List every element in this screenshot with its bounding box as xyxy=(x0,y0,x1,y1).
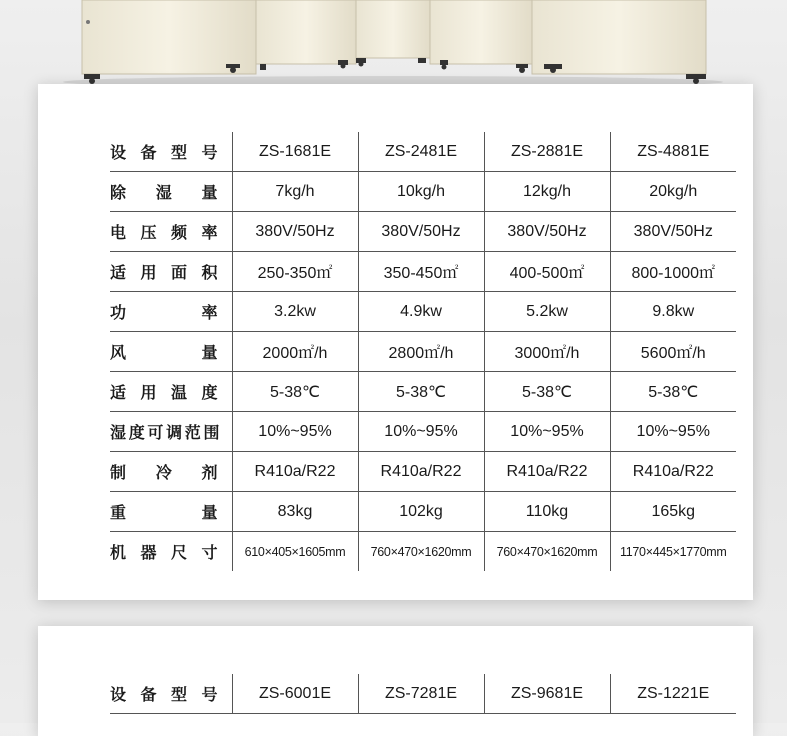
table-cell: 2800㎡/h xyxy=(358,332,484,372)
row-label-temperature: 适用温度 xyxy=(110,372,232,412)
table-cell: 4.9kw xyxy=(358,292,484,332)
spec-card-1 xyxy=(38,84,753,600)
table-cell: 800-1000㎡ xyxy=(610,252,736,292)
row-label-airflow: 风量 xyxy=(110,332,232,372)
table-cell: 20kg/h xyxy=(610,172,736,212)
table-row xyxy=(110,452,736,492)
row-label-weight: 重量 xyxy=(110,492,232,532)
table-cell: 400-500㎡ xyxy=(484,252,610,292)
table-cell: 110kg xyxy=(484,492,610,532)
row-label-humidity-range: 湿度可调范围 xyxy=(110,412,232,452)
table-row xyxy=(110,674,736,714)
table-row xyxy=(110,212,736,252)
table-cell: 350-450㎡ xyxy=(358,252,484,292)
table-cell: 5600㎡/h xyxy=(610,332,736,372)
table-cell: 10%~95% xyxy=(484,412,610,452)
table-cell: 380V/50Hz xyxy=(358,212,484,252)
table-cell: 10%~95% xyxy=(232,412,358,452)
table-row xyxy=(110,492,736,532)
table-cell: 3000㎡/h xyxy=(484,332,610,372)
row-label-power: 功率 xyxy=(110,292,232,332)
table-cell: 12kg/h xyxy=(484,172,610,212)
spec-card-2 xyxy=(38,626,753,736)
table-cell: 10%~95% xyxy=(610,412,736,452)
product-image xyxy=(0,0,787,90)
table-cell: 7kg/h xyxy=(232,172,358,212)
table-cell: ZS-9681E xyxy=(484,674,610,714)
table-cell: 9.8kw xyxy=(610,292,736,332)
table-cell: 165kg xyxy=(610,492,736,532)
table-cell: 380V/50Hz xyxy=(610,212,736,252)
spec-table-1 xyxy=(110,132,736,571)
table-row xyxy=(110,332,736,372)
table-cell: ZS-6001E xyxy=(232,674,358,714)
table-cell: 380V/50Hz xyxy=(484,212,610,252)
table-cell: ZS-1681E xyxy=(232,132,358,172)
table-cell: 10%~95% xyxy=(358,412,484,452)
table-cell: 760×470×1620mm xyxy=(484,532,610,572)
row-label-refrigerant: 制冷剂 xyxy=(110,452,232,492)
table-cell: ZS-2481E xyxy=(358,132,484,172)
table-cell: 250-350㎡ xyxy=(232,252,358,292)
table-cell: 760×470×1620mm xyxy=(358,532,484,572)
table-row xyxy=(110,532,736,572)
row-label-voltage: 电压频率 xyxy=(110,212,232,252)
table-cell: 610×405×1605mm xyxy=(232,532,358,572)
table-cell: 1170×445×1770mm xyxy=(610,532,736,572)
row-label-model: 设备型号 xyxy=(110,674,232,714)
table-cell: R410a/R22 xyxy=(358,452,484,492)
row-label-area: 适用面积 xyxy=(110,252,232,292)
table-cell: ZS-1221E xyxy=(610,674,736,714)
table-row xyxy=(110,372,736,412)
table-row xyxy=(110,172,736,212)
table-row xyxy=(110,132,736,172)
table-cell: 5-38℃ xyxy=(484,372,610,412)
table-cell: R410a/R22 xyxy=(484,452,610,492)
table-cell: 102kg xyxy=(358,492,484,532)
table-cell: 2000㎡/h xyxy=(232,332,358,372)
table-cell: R410a/R22 xyxy=(610,452,736,492)
table-cell: ZS-2881E xyxy=(484,132,610,172)
table-cell: 3.2kw xyxy=(232,292,358,332)
row-label-model: 设备型号 xyxy=(110,132,232,172)
table-cell: 5-38℃ xyxy=(232,372,358,412)
table-cell: 5-38℃ xyxy=(610,372,736,412)
table-cell: R410a/R22 xyxy=(232,452,358,492)
spec-table-2 xyxy=(110,674,736,714)
row-label-dimensions: 机器尺寸 xyxy=(110,543,220,562)
table-cell: 380V/50Hz xyxy=(232,212,358,252)
table-row xyxy=(110,292,736,332)
table-cell: 83kg xyxy=(232,492,358,532)
table-cell: 10kg/h xyxy=(358,172,484,212)
table-cell: 5-38℃ xyxy=(358,372,484,412)
table-row xyxy=(110,412,736,452)
table-cell: ZS-7281E xyxy=(358,674,484,714)
table-cell: 5.2kw xyxy=(484,292,610,332)
table-cell: ZS-4881E xyxy=(610,132,736,172)
table-row xyxy=(110,252,736,292)
row-label-dehumidification: 除湿量 xyxy=(110,172,232,212)
